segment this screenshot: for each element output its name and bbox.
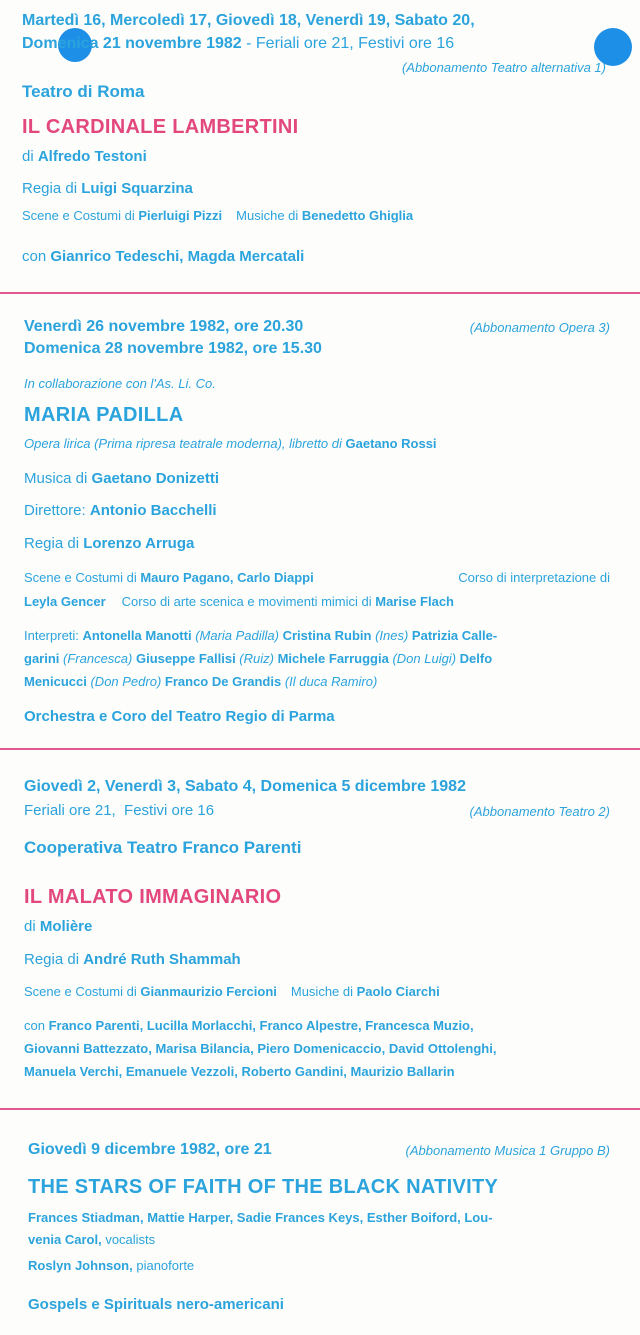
vocalists-line-2: venia Carol, vocalists [28,1232,156,1247]
event-dates: Martedì 16, Mercoledì 17, Giovedì 18, Venerdì 19, Sabato 20, [22,12,475,29]
company-name: Teatro di Roma [22,82,145,101]
collaboration-note: In collaborazione con l'As. Li. Co. [24,376,216,391]
event-dates-line2: Domenica 21 novembre 1982 - Feriali ore 21, Festivi ore 16 [22,35,455,52]
cast-line-2: Giovanni Battezzato, Marisa Bilancia, Piero Domenicaccio, David Ottolenghi, [24,1041,497,1056]
event-date: Giovedì 9 dicembre 1982, ore 21 [28,1141,272,1158]
cast-line-2: garini (Francesca) Giuseppe Fallisi (Ruiz) Michele Farruggia (Don Luigi) Delfo [24,651,493,666]
event-times: Feriali ore 21, Festivi ore 16 [24,802,215,819]
event-date-2: Domenica 28 novembre 1982, ore 15.30 [24,340,322,357]
show-title: IL CARDINALE LAMBERTINI [22,116,299,138]
event-cardinale-lambertini [0,0,640,292]
author-line: di Alfredo Testoni [22,148,147,165]
credits-line: Scene e Costumi di Gianmaurizio Fercioni Musiche di Paolo Ciarchi [24,984,440,999]
cast-line-3: Manuela Verchi, Emanuele Vezzoli, Roberto Gandini, Maurizio Ballarin [24,1064,455,1079]
conductor-line: Direttore: Antonio Bacchelli [24,502,217,519]
company-name: Cooperativa Teatro Franco Parenti [24,838,302,857]
courses-line: Leyla Gencer Corso di arte scenica e movimenti mimici di Marise Flach [24,594,454,609]
genre-line: Gospels e Spirituals nero-americani [28,1296,284,1313]
subscription-label: (Abbonamento Teatro alternativa 1) [401,60,606,75]
composer-line: Musica di Gaetano Donizetti [24,470,220,487]
show-title: IL MALATO IMMAGINARIO [24,886,282,908]
director-line: Regia di Luigi Squarzina [22,180,193,197]
subscription-label: (Abbonamento Musica 1 Gruppo B) [405,1143,610,1158]
event-stars-of-faith [0,1110,640,1335]
cast-line-3: Menicucci (Don Pedro) Franco De Grandis (Il duca Ramiro) [24,674,378,689]
event-maria-padilla [0,294,640,748]
subscription-label: (Abbonamento Teatro 2) [469,804,610,819]
cast-line-1: con Franco Parenti, Lucilla Morlacchi, Franco Alpestre, Francesca Muzio, [24,1018,474,1033]
author-line: di Molière [24,918,93,935]
event-malato-immaginario [0,750,640,1108]
event-dates: Giovedì 2, Venerdì 3, Sabato 4, Domenica 5 dicembre 1982 [24,778,466,795]
subscription-label: (Abbonamento Opera 3) [469,320,610,335]
show-title: MARIA PADILLA [24,404,184,426]
orchestra-line: Orchestra e Coro del Teatro Regio di Parma [24,708,335,725]
show-title: THE STARS OF FAITH OF THE BLACK NATIVITY [28,1176,499,1198]
sets-line: Scene e Costumi di Mauro Pagano, Carlo Diappi [24,570,314,585]
pianist-line: Roslyn Johnson, pianoforte [28,1258,195,1273]
director-line: Regia di Lorenzo Arruga [24,535,195,552]
cast-line: con Gianrico Tedeschi, Magda Mercatali [22,248,305,265]
director-line: Regia di André Ruth Shammah [24,951,241,968]
course-line: Corso di interpretazione di [458,570,610,585]
cast-line-1: Interpreti: Antonella Manotti (Maria Padilla) Cristina Rubin (Ines) Patrizia Calle- [24,628,498,643]
opera-description: Opera lirica (Prima ripresa teatrale moderna), libretto di Gaetano Rossi [24,436,437,451]
event-date-1: Venerdì 26 novembre 1982, ore 20.30 [24,318,304,335]
vocalists-line-1: Frances Stiadman, Mattie Harper, Sadie Frances Keys, Esther Boiford, Lou- [28,1210,493,1225]
credits-line: Scene e Costumi di Pierluigi Pizzi Musiche di Benedetto Ghiglia [22,208,414,223]
